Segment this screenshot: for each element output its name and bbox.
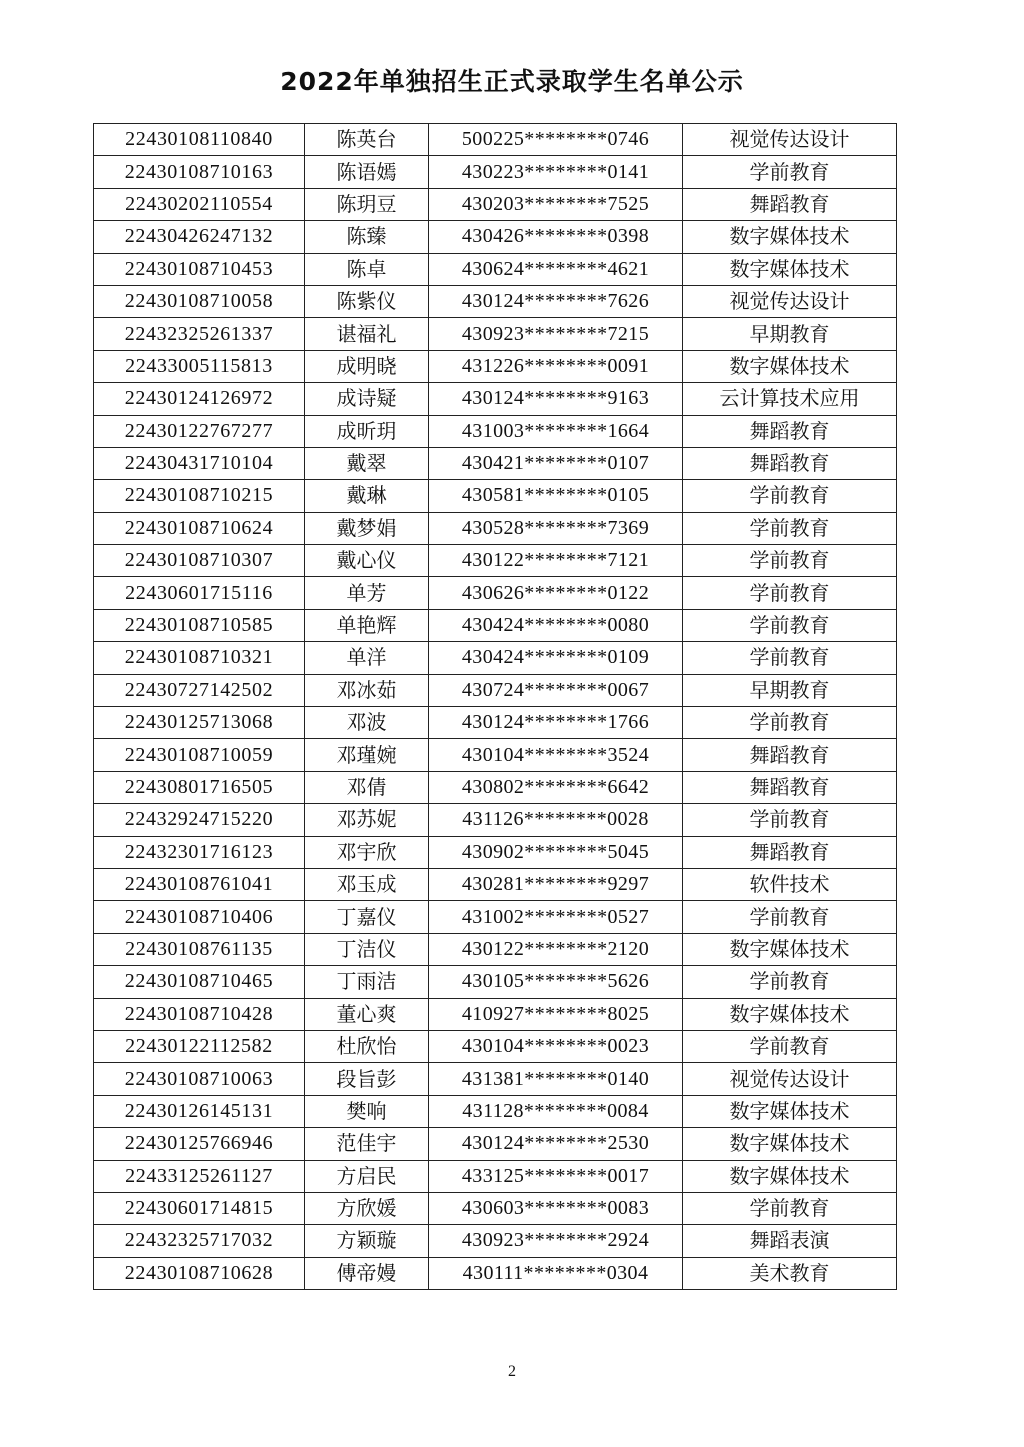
major-cell: 学前教育 [683,609,897,641]
student-name-cell: 戴心仪 [305,545,429,577]
table-row [94,1225,897,1257]
id-card-number-cell: 431226********0091 [429,350,683,382]
major-cell: 学前教育 [683,545,897,577]
table-row [94,285,897,317]
student-name-cell: 单芳 [305,577,429,609]
admission-list-table [93,123,897,1290]
id-card-number-cell: 500225********0746 [429,124,683,156]
exam-number-cell: 22432924715220 [94,804,305,836]
id-card-number-cell: 431126********0028 [429,804,683,836]
table-row [94,1192,897,1224]
table-row [94,966,897,998]
major-cell: 云计算技术应用 [683,383,897,415]
major-cell: 视觉传达设计 [683,285,897,317]
exam-number-cell: 22430108710307 [94,545,305,577]
student-name-cell: 陈紫仪 [305,285,429,317]
admission-list-body [94,124,897,1290]
student-name-cell: 成诗疑 [305,383,429,415]
page-title: 2022年单独招生正式录取学生名单公示 [280,67,744,96]
student-name-cell: 陈玥豆 [305,188,429,220]
student-name-cell: 邓瑾婉 [305,739,429,771]
major-cell: 舞蹈教育 [683,836,897,868]
id-card-number-cell: 433125********0017 [429,1160,683,1192]
id-card-number-cell: 430724********0067 [429,674,683,706]
student-name-cell: 樊响 [305,1095,429,1127]
table-row [94,221,897,253]
student-name-cell: 陈臻 [305,221,429,253]
id-card-number-cell: 430223********0141 [429,156,683,188]
major-cell: 学前教育 [683,804,897,836]
table-row [94,577,897,609]
exam-number-cell: 22430108710465 [94,966,305,998]
student-name-cell: 丁嘉仪 [305,901,429,933]
exam-number-cell: 22430108761135 [94,933,305,965]
exam-number-cell: 22430125766946 [94,1128,305,1160]
table-row [94,253,897,285]
exam-number-cell: 22433005115813 [94,350,305,382]
exam-number-cell: 22430122112582 [94,1030,305,1062]
id-card-number-cell: 430528********7369 [429,512,683,544]
page-number: 2 [508,1363,516,1380]
major-cell: 数字媒体技术 [683,1160,897,1192]
table-row [94,609,897,641]
table-row [94,1030,897,1062]
major-cell: 数字媒体技术 [683,1095,897,1127]
id-card-number-cell: 431003********1664 [429,415,683,447]
student-name-cell: 丁雨洁 [305,966,429,998]
major-cell: 软件技术 [683,868,897,900]
table-row [94,674,897,706]
table-row [94,933,897,965]
id-card-number-cell: 430124********9163 [429,383,683,415]
exam-number-cell: 22430108710406 [94,901,305,933]
table-row [94,318,897,350]
id-card-number-cell: 430802********6642 [429,771,683,803]
major-cell: 学前教育 [683,577,897,609]
table-row [94,188,897,220]
id-card-number-cell: 431002********0527 [429,901,683,933]
exam-number-cell: 22432325717032 [94,1225,305,1257]
table-row [94,739,897,771]
id-card-number-cell: 430923********7215 [429,318,683,350]
exam-number-cell: 22430108710059 [94,739,305,771]
major-cell: 舞蹈教育 [683,415,897,447]
major-cell: 舞蹈教育 [683,447,897,479]
student-name-cell: 丁洁仪 [305,933,429,965]
id-card-number-cell: 430902********5045 [429,836,683,868]
major-cell: 数字媒体技术 [683,253,897,285]
exam-number-cell: 22430108710063 [94,1063,305,1095]
student-name-cell: 方启民 [305,1160,429,1192]
id-card-number-cell: 410927********8025 [429,998,683,1030]
student-name-cell: 方欣媛 [305,1192,429,1224]
id-card-number-cell: 430421********0107 [429,447,683,479]
student-name-cell: 戴梦娟 [305,512,429,544]
table-row [94,836,897,868]
table-row [94,124,897,156]
exam-number-cell: 22430108710453 [94,253,305,285]
id-card-number-cell: 430105********5626 [429,966,683,998]
exam-number-cell: 22432325261337 [94,318,305,350]
exam-number-cell: 22430122767277 [94,415,305,447]
student-name-cell: 邓倩 [305,771,429,803]
student-name-cell: 成明晓 [305,350,429,382]
table-row [94,383,897,415]
major-cell: 数字媒体技术 [683,350,897,382]
exam-number-cell: 22430108110840 [94,124,305,156]
table-row [94,998,897,1030]
id-card-number-cell: 430923********2924 [429,1225,683,1257]
exam-number-cell: 22430108710628 [94,1257,305,1289]
table-row [94,447,897,479]
id-card-number-cell: 430281********9297 [429,868,683,900]
table-row [94,1095,897,1127]
exam-number-cell: 22430601715116 [94,577,305,609]
id-card-number-cell: 430111********0304 [429,1257,683,1289]
exam-number-cell: 22430108710428 [94,998,305,1030]
table-row [94,707,897,739]
table-row [94,156,897,188]
table-row [94,1257,897,1289]
exam-number-cell: 22432301716123 [94,836,305,868]
table-row [94,1063,897,1095]
student-name-cell: 傅帝嫚 [305,1257,429,1289]
student-name-cell: 邓波 [305,707,429,739]
exam-number-cell: 22430431710104 [94,447,305,479]
exam-number-cell: 22430801716505 [94,771,305,803]
id-card-number-cell: 430424********0109 [429,642,683,674]
exam-number-cell: 22430727142502 [94,674,305,706]
major-cell: 学前教育 [683,707,897,739]
exam-number-cell: 22430108710215 [94,480,305,512]
major-cell: 学前教育 [683,966,897,998]
student-name-cell: 董心爽 [305,998,429,1030]
major-cell: 学前教育 [683,1030,897,1062]
id-card-number-cell: 430122********2120 [429,933,683,965]
id-card-number-cell: 430626********0122 [429,577,683,609]
table-row [94,868,897,900]
id-card-number-cell: 430122********7121 [429,545,683,577]
table-row [94,804,897,836]
major-cell: 学前教育 [683,642,897,674]
student-name-cell: 陈语嫣 [305,156,429,188]
exam-number-cell: 22430202110554 [94,188,305,220]
table-row [94,480,897,512]
student-name-cell: 范佳宇 [305,1128,429,1160]
major-cell: 数字媒体技术 [683,1128,897,1160]
student-name-cell: 成昕玥 [305,415,429,447]
exam-number-cell: 22430108710058 [94,285,305,317]
student-name-cell: 戴琳 [305,480,429,512]
major-cell: 舞蹈教育 [683,188,897,220]
exam-number-cell: 22430125713068 [94,707,305,739]
id-card-number-cell: 430426********0398 [429,221,683,253]
exam-number-cell: 22430124126972 [94,383,305,415]
major-cell: 数字媒体技术 [683,933,897,965]
student-name-cell: 方颖璇 [305,1225,429,1257]
id-card-number-cell: 430104********3524 [429,739,683,771]
major-cell: 早期教育 [683,674,897,706]
table-row [94,1160,897,1192]
id-card-number-cell: 431128********0084 [429,1095,683,1127]
major-cell: 数字媒体技术 [683,998,897,1030]
major-cell: 舞蹈表演 [683,1225,897,1257]
id-card-number-cell: 430624********4621 [429,253,683,285]
id-card-number-cell: 430603********0083 [429,1192,683,1224]
exam-number-cell: 22430108761041 [94,868,305,900]
major-cell: 美术教育 [683,1257,897,1289]
id-card-number-cell: 430124********1766 [429,707,683,739]
student-name-cell: 邓冰茹 [305,674,429,706]
table-row [94,545,897,577]
table-row [94,642,897,674]
student-name-cell: 邓苏妮 [305,804,429,836]
exam-number-cell: 22430601714815 [94,1192,305,1224]
student-name-cell: 邓宇欣 [305,836,429,868]
table-row [94,350,897,382]
student-name-cell: 单艳辉 [305,609,429,641]
student-name-cell: 陈英台 [305,124,429,156]
major-cell: 学前教育 [683,1192,897,1224]
table-row [94,1128,897,1160]
exam-number-cell: 22430108710321 [94,642,305,674]
exam-number-cell: 22430126145131 [94,1095,305,1127]
exam-number-cell: 22430108710585 [94,609,305,641]
exam-number-cell: 22430426247132 [94,221,305,253]
major-cell: 数字媒体技术 [683,221,897,253]
exam-number-cell: 22430108710624 [94,512,305,544]
id-card-number-cell: 430124********2530 [429,1128,683,1160]
id-card-number-cell: 430124********7626 [429,285,683,317]
student-name-cell: 谌福礼 [305,318,429,350]
major-cell: 早期教育 [683,318,897,350]
exam-number-cell: 22433125261127 [94,1160,305,1192]
exam-number-cell: 22430108710163 [94,156,305,188]
student-name-cell: 单洋 [305,642,429,674]
major-cell: 视觉传达设计 [683,124,897,156]
student-name-cell: 邓玉成 [305,868,429,900]
id-card-number-cell: 430424********0080 [429,609,683,641]
id-card-number-cell: 430203********7525 [429,188,683,220]
major-cell: 学前教育 [683,156,897,188]
table-row [94,901,897,933]
major-cell: 视觉传达设计 [683,1063,897,1095]
major-cell: 学前教育 [683,512,897,544]
student-name-cell: 戴翠 [305,447,429,479]
table-row [94,771,897,803]
table-row [94,415,897,447]
student-name-cell: 陈卓 [305,253,429,285]
id-card-number-cell: 431381********0140 [429,1063,683,1095]
major-cell: 舞蹈教育 [683,771,897,803]
major-cell: 学前教育 [683,480,897,512]
student-name-cell: 段旨彭 [305,1063,429,1095]
student-name-cell: 杜欣怡 [305,1030,429,1062]
major-cell: 学前教育 [683,901,897,933]
table-row [94,512,897,544]
major-cell: 舞蹈教育 [683,739,897,771]
id-card-number-cell: 430104********0023 [429,1030,683,1062]
id-card-number-cell: 430581********0105 [429,480,683,512]
